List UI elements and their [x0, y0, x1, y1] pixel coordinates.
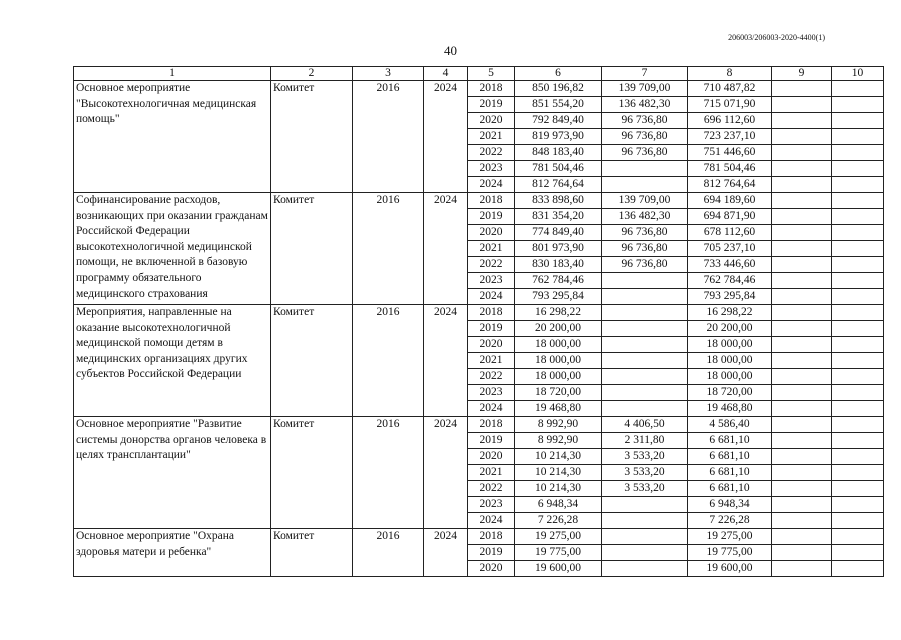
col10-cell — [832, 385, 884, 401]
col10-cell — [832, 209, 884, 225]
year-cell: 2021 — [468, 241, 515, 257]
executor-cell: Комитет — [271, 81, 353, 193]
col10-cell — [832, 177, 884, 193]
col10-cell — [832, 481, 884, 497]
table-row — [74, 305, 884, 321]
column-number-row — [74, 67, 884, 81]
end-year-cell: 2024 — [424, 529, 468, 577]
total-cell: 762 784,46 — [515, 273, 602, 289]
end-year-cell: 2024 — [424, 81, 468, 193]
total-cell: 10 214,30 — [515, 449, 602, 465]
table-row — [74, 193, 884, 209]
page-number: 40 — [444, 43, 457, 58]
federal-cell: 136 482,30 — [602, 97, 688, 113]
col10-cell — [832, 161, 884, 177]
regional-cell: 16 298,22 — [688, 305, 772, 321]
col9-cell — [772, 353, 832, 369]
column-header: 3 — [353, 67, 424, 81]
regional-cell: 793 295,84 — [688, 289, 772, 305]
regional-cell: 6 948,34 — [688, 497, 772, 513]
regional-cell: 7 226,28 — [688, 513, 772, 529]
federal-cell: 96 736,80 — [602, 129, 688, 145]
regional-cell: 715 071,90 — [688, 97, 772, 113]
column-header: 7 — [602, 67, 688, 81]
year-cell: 2018 — [468, 193, 515, 209]
col9-cell — [772, 369, 832, 385]
year-cell: 2023 — [468, 161, 515, 177]
year-cell: 2020 — [468, 113, 515, 129]
federal-cell — [602, 273, 688, 289]
table-row — [74, 529, 884, 545]
col9-cell — [772, 273, 832, 289]
col9-cell — [772, 401, 832, 417]
federal-cell — [602, 369, 688, 385]
federal-cell — [602, 289, 688, 305]
table-row — [74, 417, 884, 433]
col10-cell — [832, 273, 884, 289]
col9-cell — [772, 513, 832, 529]
executor-cell: Комитет — [271, 417, 353, 529]
total-cell: 8 992,90 — [515, 417, 602, 433]
total-cell: 6 948,34 — [515, 497, 602, 513]
federal-cell: 96 736,80 — [602, 145, 688, 161]
year-cell: 2020 — [468, 561, 515, 577]
col9-cell — [772, 161, 832, 177]
col9-cell — [772, 433, 832, 449]
federal-cell: 3 533,20 — [602, 465, 688, 481]
document-id: 206003/206003-2020-4400(1) — [728, 33, 825, 42]
total-cell: 20 200,00 — [515, 321, 602, 337]
federal-cell — [602, 401, 688, 417]
col9-cell — [772, 193, 832, 209]
regional-cell: 696 112,60 — [688, 113, 772, 129]
regional-cell: 694 871,90 — [688, 209, 772, 225]
regional-cell: 18 720,00 — [688, 385, 772, 401]
federal-cell — [602, 161, 688, 177]
year-cell: 2024 — [468, 513, 515, 529]
col10-cell — [832, 193, 884, 209]
col10-cell — [832, 401, 884, 417]
column-header: 2 — [271, 67, 353, 81]
federal-cell: 139 709,00 — [602, 81, 688, 97]
total-cell: 10 214,30 — [515, 481, 602, 497]
col10-cell — [832, 113, 884, 129]
col10-cell — [832, 545, 884, 561]
total-cell: 7 226,28 — [515, 513, 602, 529]
col9-cell — [772, 129, 832, 145]
total-cell: 812 764,64 — [515, 177, 602, 193]
regional-cell: 723 237,10 — [688, 129, 772, 145]
regional-cell: 19 775,00 — [688, 545, 772, 561]
total-cell: 18 720,00 — [515, 385, 602, 401]
federal-cell: 136 482,30 — [602, 209, 688, 225]
year-cell: 2022 — [468, 481, 515, 497]
regional-cell: 18 000,00 — [688, 353, 772, 369]
start-year-cell: 2016 — [353, 81, 424, 193]
col9-cell — [772, 465, 832, 481]
total-cell: 850 196,82 — [515, 81, 602, 97]
column-header: 10 — [832, 67, 884, 81]
year-cell: 2022 — [468, 145, 515, 161]
year-cell: 2019 — [468, 97, 515, 113]
federal-cell: 96 736,80 — [602, 257, 688, 273]
year-cell: 2018 — [468, 417, 515, 433]
col9-cell — [772, 305, 832, 321]
col10-cell — [832, 225, 884, 241]
regional-cell: 18 000,00 — [688, 337, 772, 353]
measure-name-cell: Основное мероприятие "Высокотехнологичная медицинская помощь" — [74, 81, 271, 193]
year-cell: 2019 — [468, 321, 515, 337]
col10-cell — [832, 417, 884, 433]
end-year-cell: 2024 — [424, 417, 468, 529]
regional-cell: 812 764,64 — [688, 177, 772, 193]
regional-cell: 20 200,00 — [688, 321, 772, 337]
year-cell: 2018 — [468, 81, 515, 97]
regional-cell: 19 275,00 — [688, 529, 772, 545]
year-cell: 2021 — [468, 129, 515, 145]
federal-cell: 4 406,50 — [602, 417, 688, 433]
col10-cell — [832, 449, 884, 465]
regional-cell: 762 784,46 — [688, 273, 772, 289]
col9-cell — [772, 113, 832, 129]
total-cell: 19 600,00 — [515, 561, 602, 577]
total-cell: 781 504,46 — [515, 161, 602, 177]
column-header: 5 — [468, 67, 515, 81]
year-cell: 2021 — [468, 465, 515, 481]
col10-cell — [832, 241, 884, 257]
year-cell: 2019 — [468, 545, 515, 561]
col9-cell — [772, 561, 832, 577]
col10-cell — [832, 145, 884, 161]
year-cell: 2020 — [468, 449, 515, 465]
regional-cell: 751 446,60 — [688, 145, 772, 161]
federal-cell: 96 736,80 — [602, 225, 688, 241]
col9-cell — [772, 97, 832, 113]
federal-cell — [602, 385, 688, 401]
col9-cell — [772, 225, 832, 241]
start-year-cell: 2016 — [353, 193, 424, 305]
year-cell: 2023 — [468, 273, 515, 289]
federal-cell: 2 311,80 — [602, 433, 688, 449]
regional-cell: 6 681,10 — [688, 449, 772, 465]
budget-table — [73, 66, 884, 577]
col10-cell — [832, 369, 884, 385]
year-cell: 2023 — [468, 497, 515, 513]
federal-cell — [602, 337, 688, 353]
col9-cell — [772, 497, 832, 513]
regional-cell: 781 504,46 — [688, 161, 772, 177]
col10-cell — [832, 97, 884, 113]
federal-cell — [602, 529, 688, 545]
regional-cell: 694 189,60 — [688, 193, 772, 209]
col10-cell — [832, 561, 884, 577]
regional-cell: 6 681,10 — [688, 481, 772, 497]
col9-cell — [772, 145, 832, 161]
year-cell: 2018 — [468, 305, 515, 321]
col9-cell — [772, 209, 832, 225]
end-year-cell: 2024 — [424, 305, 468, 417]
column-header: 8 — [688, 67, 772, 81]
federal-cell — [602, 321, 688, 337]
federal-cell: 3 533,20 — [602, 449, 688, 465]
start-year-cell: 2016 — [353, 305, 424, 417]
regional-cell: 678 112,60 — [688, 225, 772, 241]
executor-cell: Комитет — [271, 529, 353, 577]
col9-cell — [772, 241, 832, 257]
column-header: 6 — [515, 67, 602, 81]
total-cell: 8 992,90 — [515, 433, 602, 449]
col10-cell — [832, 497, 884, 513]
col10-cell — [832, 289, 884, 305]
total-cell: 19 775,00 — [515, 545, 602, 561]
total-cell: 774 849,40 — [515, 225, 602, 241]
col10-cell — [832, 81, 884, 97]
col10-cell — [832, 353, 884, 369]
col9-cell — [772, 449, 832, 465]
col9-cell — [772, 385, 832, 401]
total-cell: 831 354,20 — [515, 209, 602, 225]
table-body — [74, 81, 884, 577]
regional-cell: 6 681,10 — [688, 433, 772, 449]
total-cell: 793 295,84 — [515, 289, 602, 305]
year-cell: 2019 — [468, 433, 515, 449]
federal-cell — [602, 497, 688, 513]
regional-cell: 710 487,82 — [688, 81, 772, 97]
regional-cell: 705 237,10 — [688, 241, 772, 257]
total-cell: 18 000,00 — [515, 369, 602, 385]
col9-cell — [772, 81, 832, 97]
col10-cell — [832, 529, 884, 545]
col10-cell — [832, 465, 884, 481]
col10-cell — [832, 305, 884, 321]
col9-cell — [772, 289, 832, 305]
regional-cell: 19 600,00 — [688, 561, 772, 577]
executor-cell: Комитет — [271, 305, 353, 417]
regional-cell: 19 468,80 — [688, 401, 772, 417]
total-cell: 19 468,80 — [515, 401, 602, 417]
measure-name-cell: Софинансирование расходов, возникающих при оказании гражданам Российской Федерации высокотехнологичной медицинской помощи, не включенной в базовую программу обязательного медицинского страхования — [74, 193, 271, 305]
measure-name-cell: Основное мероприятие "Охрана здоровья матери и ребенка" — [74, 529, 271, 577]
total-cell: 851 554,20 — [515, 97, 602, 113]
total-cell: 792 849,40 — [515, 113, 602, 129]
total-cell: 801 973,90 — [515, 241, 602, 257]
federal-cell — [602, 513, 688, 529]
col9-cell — [772, 177, 832, 193]
col10-cell — [832, 321, 884, 337]
col9-cell — [772, 481, 832, 497]
year-cell: 2024 — [468, 289, 515, 305]
start-year-cell: 2016 — [353, 529, 424, 577]
total-cell: 848 183,40 — [515, 145, 602, 161]
year-cell: 2024 — [468, 401, 515, 417]
total-cell: 830 183,40 — [515, 257, 602, 273]
year-cell: 2023 — [468, 385, 515, 401]
federal-cell: 139 709,00 — [602, 193, 688, 209]
col9-cell — [772, 337, 832, 353]
regional-cell: 18 000,00 — [688, 369, 772, 385]
measure-name-cell: Основное мероприятие "Развитие системы донорства органов человека в целях трансплантации" — [74, 417, 271, 529]
regional-cell: 6 681,10 — [688, 465, 772, 481]
column-header: 1 — [74, 67, 271, 81]
federal-cell: 96 736,80 — [602, 241, 688, 257]
federal-cell: 3 533,20 — [602, 481, 688, 497]
year-cell: 2021 — [468, 353, 515, 369]
federal-cell — [602, 353, 688, 369]
column-header: 4 — [424, 67, 468, 81]
col10-cell — [832, 257, 884, 273]
table-row — [74, 81, 884, 97]
total-cell: 833 898,60 — [515, 193, 602, 209]
year-cell: 2024 — [468, 177, 515, 193]
total-cell: 10 214,30 — [515, 465, 602, 481]
col9-cell — [772, 321, 832, 337]
federal-cell: 96 736,80 — [602, 113, 688, 129]
year-cell: 2022 — [468, 369, 515, 385]
col10-cell — [832, 337, 884, 353]
total-cell: 16 298,22 — [515, 305, 602, 321]
total-cell: 819 973,90 — [515, 129, 602, 145]
year-cell: 2019 — [468, 209, 515, 225]
year-cell: 2022 — [468, 257, 515, 273]
col10-cell — [832, 433, 884, 449]
federal-cell — [602, 177, 688, 193]
col9-cell — [772, 545, 832, 561]
measure-name-cell: Мероприятия, направленные на оказание высокотехнологичной медицинской помощи детям в медицинских организациях других субъектов Российской Федерации — [74, 305, 271, 417]
year-cell: 2020 — [468, 337, 515, 353]
col10-cell — [832, 129, 884, 145]
year-cell: 2018 — [468, 529, 515, 545]
start-year-cell: 2016 — [353, 417, 424, 529]
col9-cell — [772, 529, 832, 545]
column-header: 9 — [772, 67, 832, 81]
col10-cell — [832, 513, 884, 529]
year-cell: 2020 — [468, 225, 515, 241]
total-cell: 18 000,00 — [515, 353, 602, 369]
col9-cell — [772, 417, 832, 433]
federal-cell — [602, 545, 688, 561]
total-cell: 19 275,00 — [515, 529, 602, 545]
federal-cell — [602, 305, 688, 321]
end-year-cell: 2024 — [424, 193, 468, 305]
regional-cell: 733 446,60 — [688, 257, 772, 273]
regional-cell: 4 586,40 — [688, 417, 772, 433]
total-cell: 18 000,00 — [515, 337, 602, 353]
col9-cell — [772, 257, 832, 273]
federal-cell — [602, 561, 688, 577]
executor-cell: Комитет — [271, 193, 353, 305]
